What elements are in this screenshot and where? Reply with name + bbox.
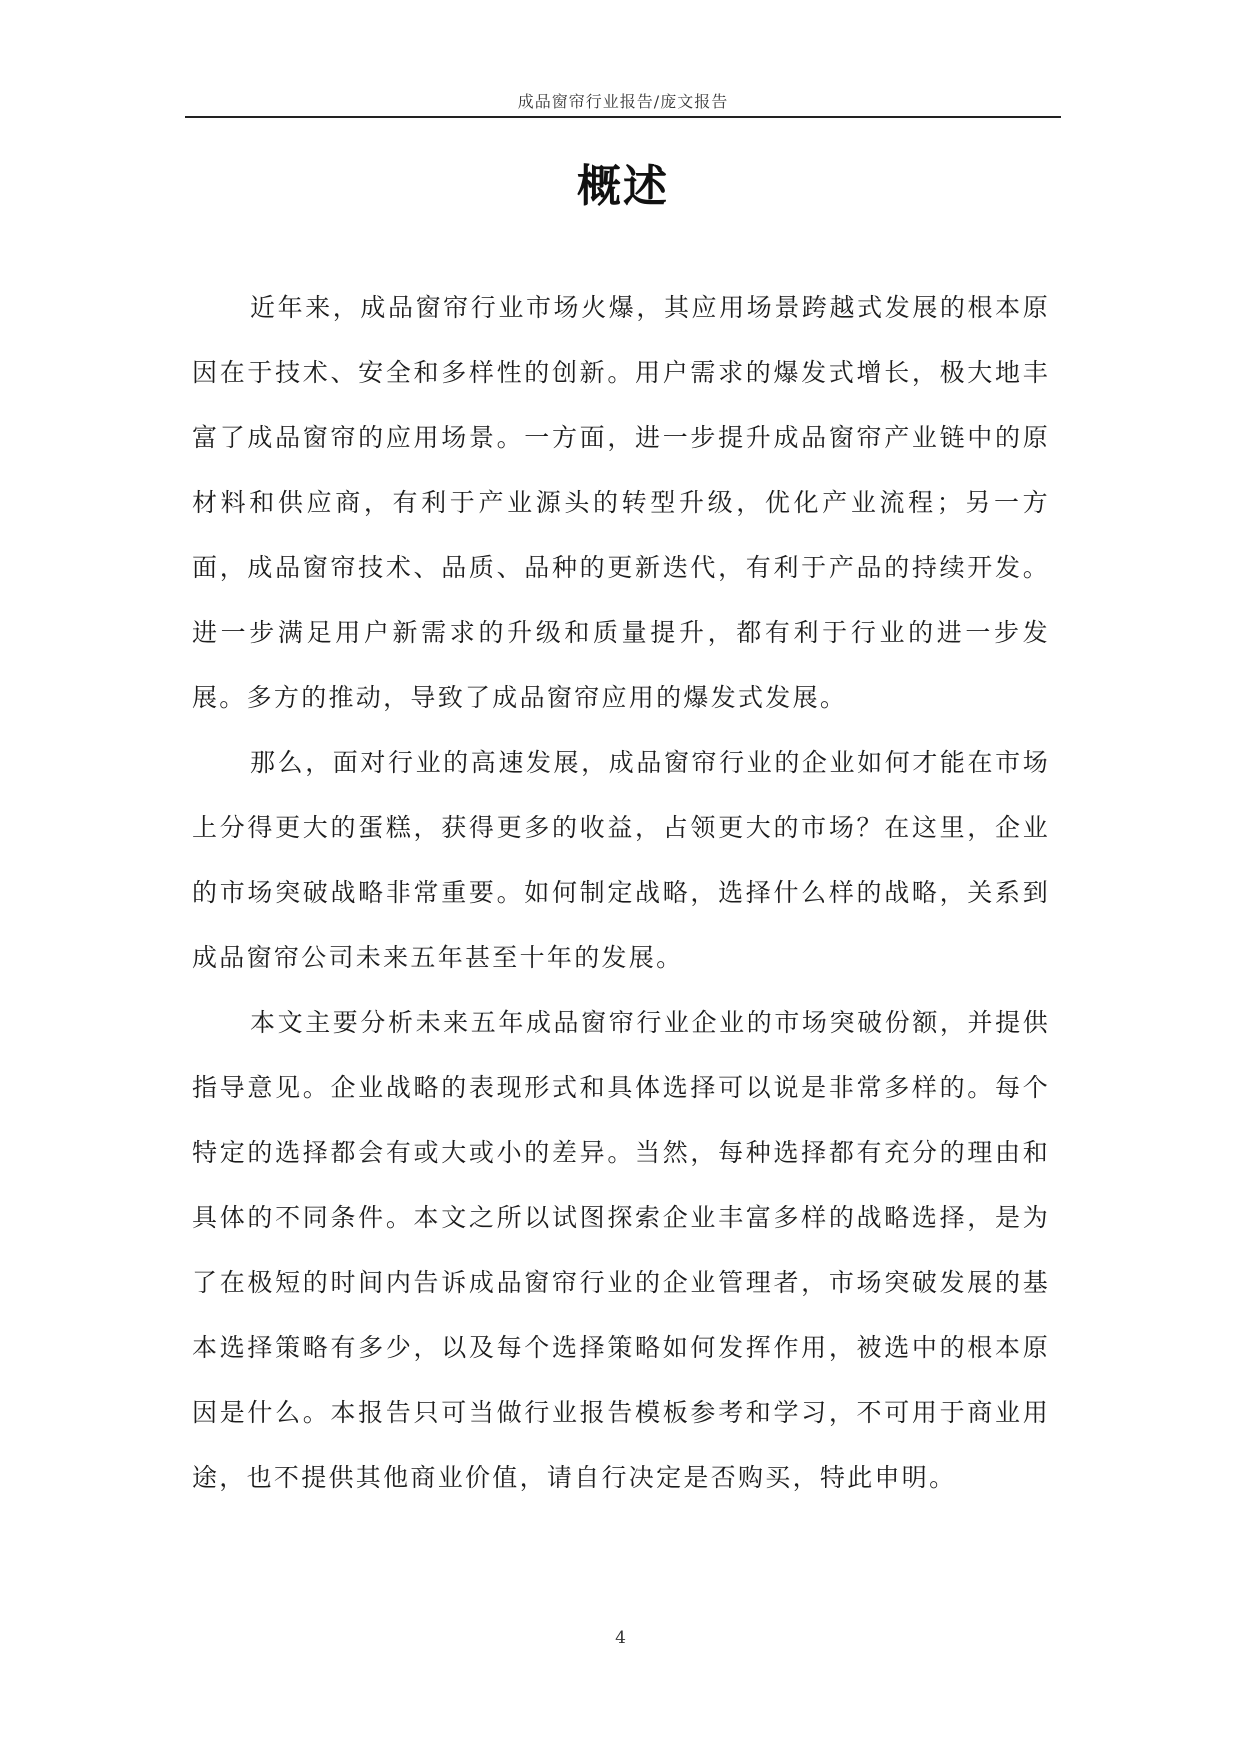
body-text	[192, 275, 1050, 1510]
paragraph-1: 近年来，成品窗帘行业市场火爆，其应用场景跨越式发展的根本原因在于技术、安全和多样性的创新。用户需求的爆发式增长，极大地丰富了成品窗帘的应用场景。一方面，进一步提升成品窗帘产业链中的原材料和供应商，有利于产业源头的转型升级，优化产业流程；另一方面，成品窗帘技术、品质、品种的更新迭代，有利于产品的持续开发。进一步满足用户新需求的升级和质量提升，都有利于行业的进一步发展。多方的推动，导致了成品窗帘应用的爆发式发展。	[192, 293, 1050, 712]
page-title: 概述	[577, 161, 669, 212]
running-header-title: 成品窗帘行业报告/庞文报告	[517, 92, 729, 111]
page-header	[185, 86, 1061, 118]
paragraph-3: 本文主要分析未来五年成品窗帘行业企业的市场突破份额，并提供指导意见。企业战略的表现形式和具体选择可以说是非常多样的。每个特定的选择都会有或大或小的差异。当然，每种选择都有充分的理由和具体的不同条件。本文之所以试图探索企业丰富多样的战略选择，是为了在极短的时间内告诉成品窗帘行业的企业管理者，市场突破发展的基本选择策略有多少，以及每个选择策略如何发挥作用，被选中的根本原因是什么。本报告只可当做行业报告模板参考和学习，不可用于商业用途，也不提供其他商业价值，请自行决定是否购买，特此申明。	[192, 1008, 1050, 1492]
paragraph-2: 那么，面对行业的高速发展，成品窗帘行业的企业如何才能在市场上分得更大的蛋糕，获得更多的收益，占领更大的市场？在这里，企业的市场突破战略非常重要。如何制定战略，选择什么样的战略，关系到成品窗帘公司未来五年甚至十年的发展。	[192, 748, 1050, 972]
page-number: 4	[615, 1628, 626, 1648]
